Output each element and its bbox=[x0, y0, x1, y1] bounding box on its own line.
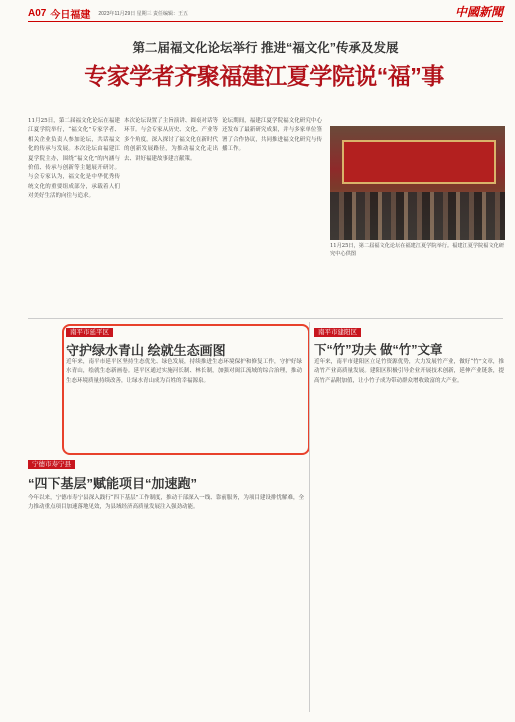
yanping-headline: 守护绿水青山 绘就生态画图 bbox=[66, 343, 226, 358]
column-divider bbox=[309, 322, 310, 712]
header-rule bbox=[28, 21, 503, 22]
main-headline: 专家学者齐聚福建江夏学院说“福”事 bbox=[84, 63, 444, 89]
newspaper-logo: 中國新聞 bbox=[454, 5, 503, 19]
shouning-headline: “四下基层”赋能项目“加速跑” bbox=[28, 476, 198, 491]
forum-banner bbox=[342, 140, 496, 184]
section-divider bbox=[28, 318, 503, 319]
shouning-article-body: 今年以来，宁德市寿宁县深入践行“四下基层”工作制度，推动干部深入一线、靠前服务，为项目建设排忧解难，全力推动重点项目加速落地见效，为县域经济高质量发展注入强劲动能。 bbox=[28, 495, 304, 511]
main-subheadline: 第二届福文化论坛举行 推进“福文化”传承及发展 bbox=[132, 41, 399, 55]
main-article-column-3: 论坛期间，福建江夏学院福文化研究中心还发布了最新研究成果，并与多家单位签署了合作协议，共同推进福文化研究与传播工作。 bbox=[222, 118, 322, 153]
page-header bbox=[28, 6, 498, 20]
region-tag-yanping: 南平市延平区 bbox=[66, 328, 113, 337]
jianyang-headline: 下“竹”功夫 做“竹”文章 bbox=[314, 343, 443, 357]
yanping-article-body: 近年来，南平市延平区坚持生态优先、绿色发展，持续推进生态环境保护和修复工作，守护好绿水青山，绘就生态新画卷。延平区通过实施河长制、林长制，加强对闽江流域的综合治理，推动生态环境质量持续改善，让绿水青山成为百姓的幸福源泉。 bbox=[66, 359, 302, 384]
jianyang-article-body: 近年来，南平市建阳区立足竹资源优势，大力发展竹产业，做好“竹”文章，推动竹产业高质量发展。建阳区积极引导企业开展技术创新，延伸产业链条，提高竹产品附加值，让小竹子成为带动群众增收致富的大产业。 bbox=[314, 359, 504, 384]
main-article-column-2: 本次论坛设置了主旨演讲、圆桌对话等环节。与会专家从历史、文化、产业等多个角度，深入探讨了福文化在新时代的创新发展路径，为推动福文化走出去、讲好福建故事建言献策。 bbox=[124, 118, 218, 162]
forum-photo bbox=[330, 126, 505, 240]
photo-caption: 11月25日，第二届福文化论坛在福建江夏学院举行。福建江夏学院福文化研究中心供图 bbox=[330, 243, 505, 257]
page-number: A07 bbox=[28, 7, 47, 19]
dateline: 2023年11月29日 星期三 责任编辑：王五 bbox=[98, 10, 189, 17]
publication-name: 今日福建 bbox=[50, 9, 91, 21]
main-article-column-1: 11月25日，第二届福文化论坛在福建江夏学院举行，“福文化”专家学者、相关企业负责人参加论坛，共话福文化的传承与发展。本次论坛由福建江夏学院主办，围绕“福文化”的内涵与价值、传承与创新等主题展开研讨。与会专家认为，福文化是中华优秀传统文化的重要组成部分，承载着人们对美好生活的向往与追求。 bbox=[28, 118, 120, 200]
region-tag-jianyang: 南平市建阳区 bbox=[314, 328, 361, 337]
attendees-silhouette bbox=[330, 192, 505, 240]
region-tag-shouning: 宁德市寿宁县 bbox=[28, 460, 75, 469]
highlight-box bbox=[62, 324, 310, 455]
